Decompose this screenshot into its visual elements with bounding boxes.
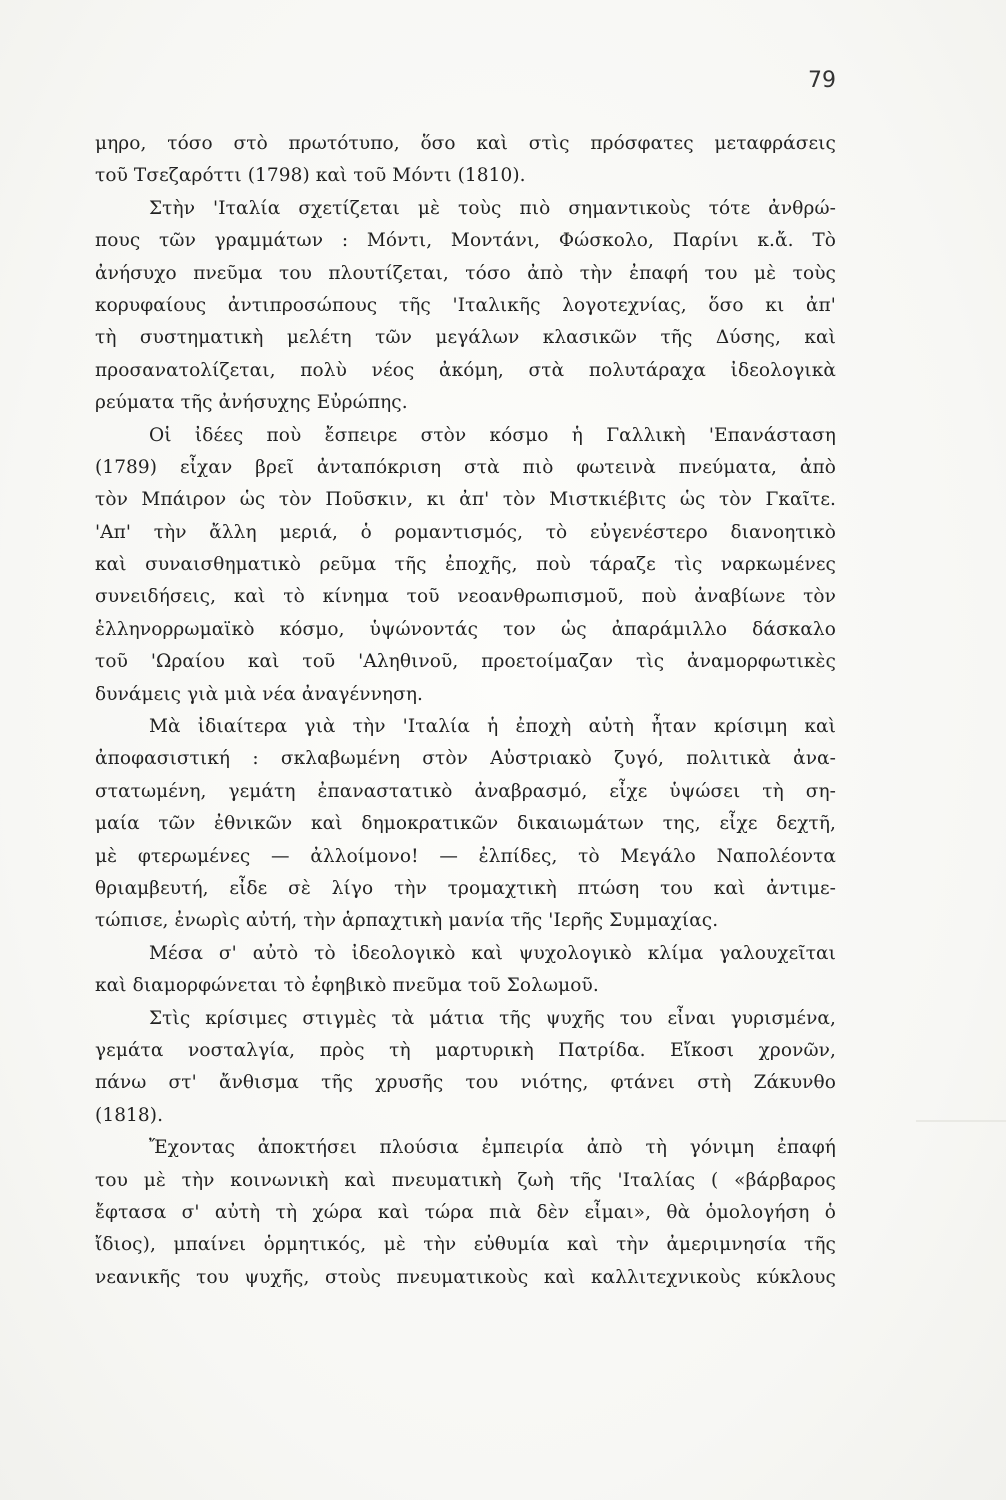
text-line: μὲ φτερωμένες — ἀλλοίμονο! — ἐλπίδες, τὸ Μεγάλο Ναπολέοντα bbox=[95, 845, 836, 867]
text-line: καὶ συναισθηματικὸ ρεῦμα τῆς ἐποχῆς, ποὺ τάραζε τὶς ναρκωμένες bbox=[95, 554, 836, 576]
text-line: στατωμένη, γεμάτη ἐπαναστατικὸ ἀναβρασμό, εἶχε ὑψώσει τὴ ση- bbox=[95, 780, 836, 802]
body-text bbox=[95, 128, 836, 1294]
text-line: τώπισε, ἐνωρὶς αὐτή, τὴν ἁρπαχτικὴ μανία τῆς 'Ιερῆς Συμμαχίας. bbox=[95, 910, 719, 932]
text-line: 'Απ' τὴν ἄλλη μεριά, ὁ ρομαντισμός, τὸ εὐγενέστερο διανοητικὸ bbox=[95, 521, 836, 543]
text-line: πάνω στ' ἄνθισμα τῆς χρυσῆς του νιότης, φτάνει στὴ Ζάκυνθο bbox=[95, 1072, 836, 1094]
text-line: συνειδήσεις, καὶ τὸ κίνημα τοῦ νεοανθρωπισμοῦ, ποὺ ἀναβίωνε τὸν bbox=[95, 586, 836, 608]
paragraph-first-line: Στὶς κρίσιμες στιγμὲς τὰ μάτια τῆς ψυχῆς του εἶναι γυρισμένα, bbox=[149, 1007, 836, 1029]
text-line: ἀνήσυχο πνεῦμα του πλουτίζεται, τόσο ἀπὸ τὴν ἐπαφή του μὲ τοὺς bbox=[95, 262, 836, 284]
text-line: μηρο, τόσο στὸ πρωτότυπο, ὅσο καὶ στὶς πρόσφατες μεταφράσεις bbox=[95, 133, 836, 154]
text-line: (1818). bbox=[95, 1104, 164, 1126]
text-line: τοῦ Τσεζαρόττι (1798) καὶ τοῦ Μόντι (1810). bbox=[95, 165, 526, 187]
paragraph-first-line: Μέσα σ' αὐτὸ τὸ ἰδεολογικὸ καὶ ψυχολογικὸ κλίμα γαλουχεῖται bbox=[149, 942, 836, 964]
paragraph-first-line: Μὰ ἰδιαίτερα γιὰ τὴν 'Ιταλία ἡ ἐποχὴ αὐτὴ ἦταν κρίσιμη καὶ bbox=[149, 716, 836, 738]
margin-shadow bbox=[916, 1120, 1006, 1122]
text-line: τοῦ 'Ωραίου καὶ τοῦ 'Αληθινοῦ, προετοίμαζαν τὶς ἀναμορφωτικὲς bbox=[95, 651, 836, 673]
text-line: προσανατολίζεται, πολὺ νέος ἀκόμη, στὰ πολυτάραχα ἰδεολογικὰ bbox=[95, 359, 836, 381]
text-line: του μὲ τὴν κοινωνικὴ καὶ πνευματικὴ ζωὴ τῆς 'Ιταλίας ( «βάρβαρος bbox=[95, 1169, 836, 1191]
page-number: 79 bbox=[808, 68, 836, 93]
text-line: ρεύματα τῆς ἀνήσυχης Εὐρώπης. bbox=[95, 392, 408, 414]
text-line: πους τῶν γραμμάτων : Μόντι, Μοντάνι, Φώσκολο, Παρίνι κ.ἄ. Τὸ bbox=[95, 230, 836, 252]
text-line: ἀποφασιστική : σκλαβωμένη στὸν Αὐστριακὸ ζυγό, πολιτικὰ ἀνα- bbox=[95, 748, 836, 770]
paragraph-first-line: Στὴν 'Ιταλία σχετίζεται μὲ τοὺς πιὸ σημαντικοὺς τότε ἀνθρώ- bbox=[149, 197, 836, 219]
text-line: θριαμβευτή, εἶδε σὲ λίγο τὴν τρομαχτικὴ πτώση του καὶ ἀντιμε- bbox=[95, 877, 836, 899]
text-line: νεανικῆς του ψυχῆς, στοὺς πνευματικοὺς καὶ καλλιτεχνικοὺς κύκλους bbox=[95, 1266, 836, 1288]
text-line: μαία τῶν ἐθνικῶν καὶ δημοκρατικῶν δικαιωμάτων της, εἶχε δεχτῆ, bbox=[95, 813, 836, 835]
text-line: (1789) εἶχαν βρεῖ ἀνταπόκριση στὰ πιὸ φωτεινὰ πνεύματα, ἀπὸ bbox=[95, 456, 836, 478]
paragraph-first-line: Ἔχοντας ἀποκτήσει πλούσια ἐμπειρία ἀπὸ τὴ γόνιμη ἐπαφή bbox=[149, 1137, 836, 1159]
text-line: τὴ συστηματικὴ μελέτη τῶν μεγάλων κλασικῶν τῆς Δύσης, καὶ bbox=[95, 327, 836, 349]
text-line: τὸν Μπάιρον ὡς τὸν Ποῦσκιν, κι ἀπ' τὸν Μιστκιέβιτς ὡς τὸν Γκαῖτε. bbox=[95, 489, 836, 511]
text-line: ἑλληνορρωμαϊκὸ κόσμο, ὑψώνοντάς τον ὡς ἀπαράμιλλο δάσκαλο bbox=[95, 618, 836, 640]
text-line: ἔφτασα σ' αὐτὴ τὴ χώρα καὶ τώρα πιὰ δὲν εἶμαι», θὰ ὁμολογήση ὁ bbox=[95, 1201, 836, 1223]
paragraph-first-line: Οἱ ἰδέες ποὺ ἔσπειρε στὸν κόσμο ἡ Γαλλικὴ 'Επανάσταση bbox=[149, 424, 836, 446]
text-line: καὶ διαμορφώνεται τὸ ἐφηβικὸ πνεῦμα τοῦ Σολωμοῦ. bbox=[95, 975, 599, 997]
text-line: δυνάμεις γιὰ μιὰ νέα ἀναγέννηση. bbox=[95, 683, 424, 705]
text-line: γεμάτα νοσταλγία, πρὸς τὴ μαρτυρικὴ Πατρίδα. Εἴκοσι χρονῶν, bbox=[95, 1039, 836, 1061]
text-line: κορυφαίους ἀντιπροσώπους τῆς 'Ιταλικῆς λογοτεχνίας, ὅσο κι ἀπ' bbox=[95, 294, 836, 316]
text-line: ἴδιος), μπαίνει ὁρμητικός, μὲ τὴν εὐθυμία καὶ τὴν ἀμεριμνησία τῆς bbox=[95, 1234, 836, 1256]
